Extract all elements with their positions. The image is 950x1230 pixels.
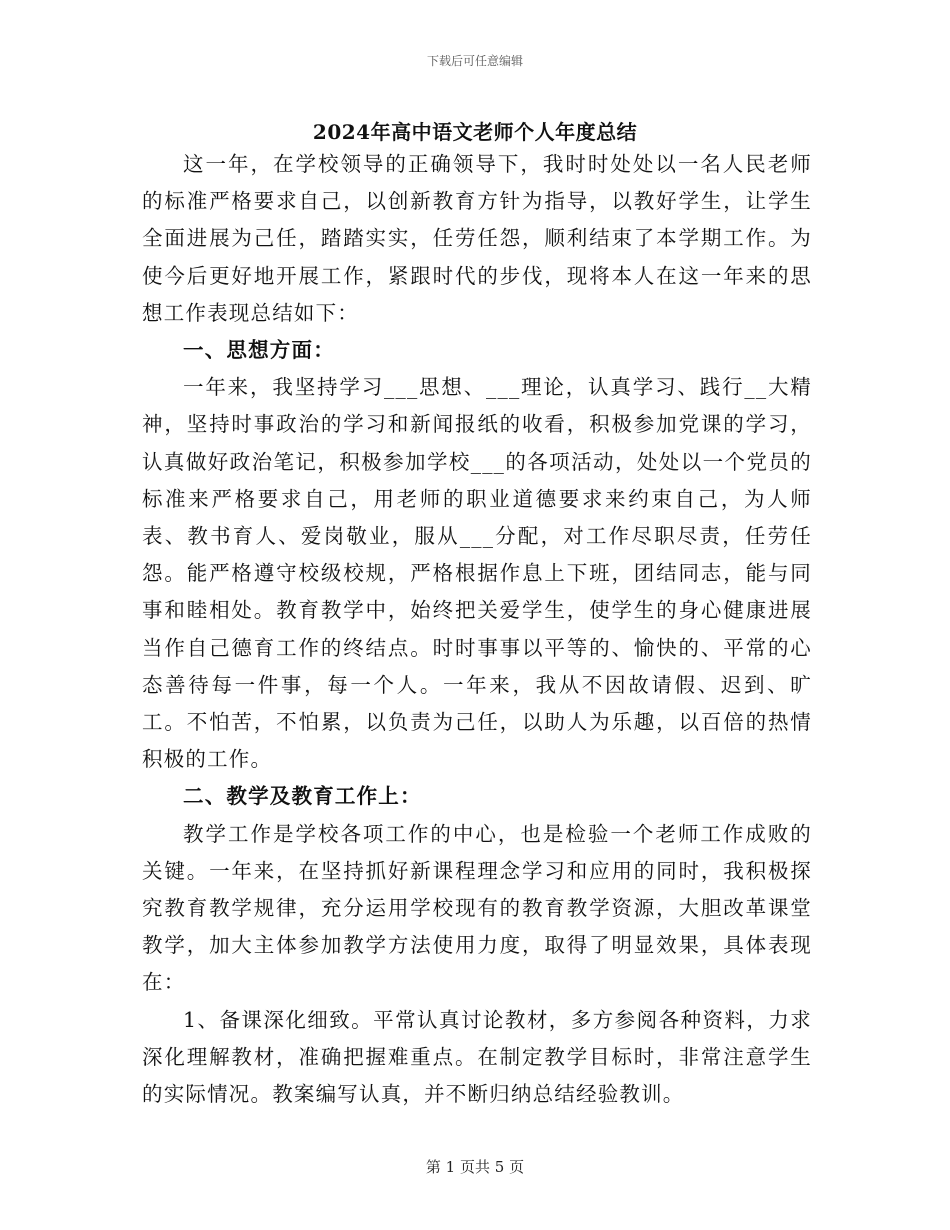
intro-paragraph: 这一年，在学校领导的正确领导下，我时时处处以一名人民老师的标准严格要求自己，以创新教育方针为指导，以教好学生，让学生全面进展为己任，踏踏实实，任劳任怨，顺利结束了本学期工作。为使今后更好地开展工作，紧跟时代的步伐，现将本人在这一年来的思想工作表现总结如下： xyxy=(142,152,812,325)
document-body xyxy=(142,146,812,1113)
section-heading-ideology: 一、思想方面： xyxy=(183,338,335,363)
document-title: 2024年高中语文老师个人年度总结 xyxy=(312,120,638,144)
page-number: 第 1 页共 5 页 xyxy=(425,1158,525,1176)
section-heading-teaching: 二、教学及教育工作上： xyxy=(183,784,422,809)
teaching-paragraph: 教学工作是学校各项工作的中心，也是检验一个老师工作成败的关键。一年来，在坚持抓好新课程理念学习和应用的同时，我积极探究教育教学规律，充分运用学校现有的教育教学资源，大胆改革课堂教学，加大主体参加教学方法使用力度，取得了明显效果，具体表现在： xyxy=(142,821,812,995)
header-note: 下载后可任意编辑 xyxy=(426,54,523,68)
ideology-paragraph: 一年来，我坚持学习___思想、___理论，认真学习、践行__大精神，坚持时事政治的学习和新闻报纸的收看，积极参加党课的学习，认真做好政治笔记，积极参加学校___的各项活动，处处以一个党员的标准来严格要求自己，用老师的职业道德要求来约束自己，为人师表、教书育人、爱岗敬业，服从___分配，对工作尽职尽责，任劳任怨。能严格遵守校级校规，严格根据作息上下班，团结同志，能与同事和睦相处。教育教学中，始终把关爱学生，使学生的身心健康进展当作自己德育工作的终结点。时时事事以平等的、愉快的、平常的心态善待每一件事，每一个人。一年来，我从不因故请假、迟到、旷工。不怕苦，不怕累，以负责为己任，以助人为乐趣，以百倍的热情积极的工作。 xyxy=(142,375,812,772)
lesson-prep-paragraph: 1、备课深化细致。平常认真讨论教材，多方参阅各种资料，力求深化理解教材，准确把握难重点。在制定教学目标时，非常注意学生的实际情况。教案编写认真，并不断归纳总结经验教训。 xyxy=(142,1007,812,1107)
